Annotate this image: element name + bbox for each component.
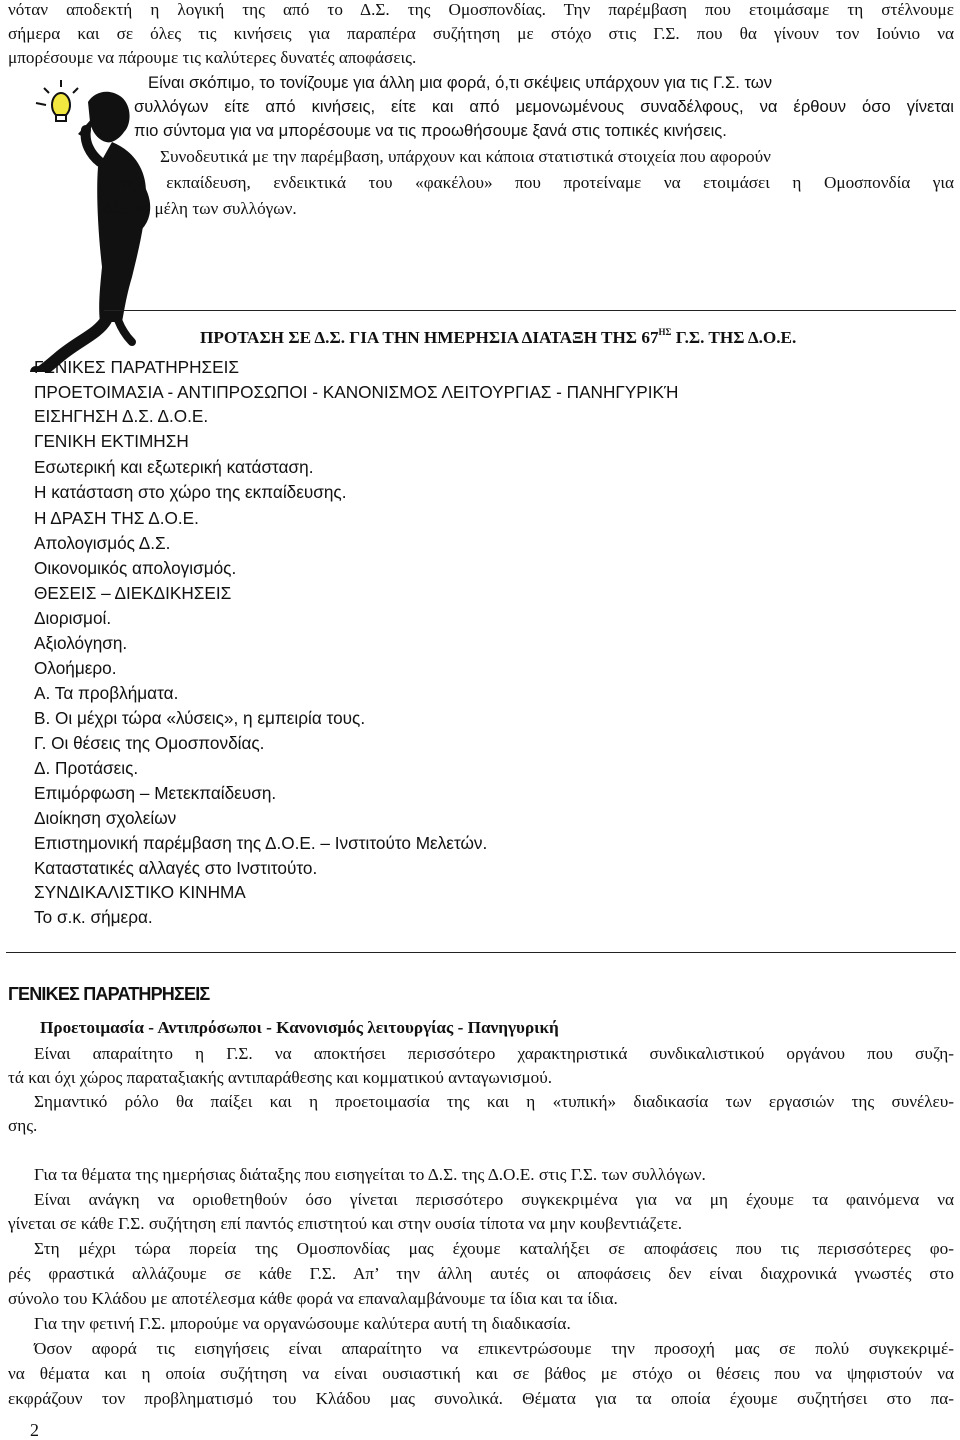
paragraph-line: Σημαντικό ρόλο θα παίξει και η προετοιμασία της και η «τυπική» διαδικασία των εργασιών της συνέλευ- — [34, 1092, 954, 1111]
paragraph-line: όλα τα μέλη των συλλόγων. — [104, 199, 297, 218]
list-item: Ολοήμερο. — [34, 658, 117, 678]
divider-line — [104, 310, 956, 311]
divider-line — [6, 952, 956, 953]
list-item: Γ. Οι θέσεις της Ομοσπονδίας. — [34, 733, 265, 753]
paragraph-line: σύνολο του Κλάδου με αποτέλεσμα κάθε φορά να επαναλαμβάνουμε τα ίδια και τα ίδια. — [8, 1289, 618, 1308]
section-subheading: Προετοιμασία - Αντιπρόσωποι - Κανονισμός λειτουργίας - Πανηγυρική — [40, 1018, 559, 1037]
list-item: Καταστατικές αλλαγές στο Ινστιτούτο. — [34, 858, 318, 878]
list-item: Η κατάσταση στο χώρο της εκπαίδευσης. — [34, 482, 347, 502]
paragraph-line: Όσον αφορά τις εισηγήσεις είναι απαραίτητο να επικεντρώσουμε την προσοχή μας σε πολύ συγκεκριμέ- — [34, 1339, 954, 1358]
list-item: ΓΕΝΙΚΕΣ ΠΑΡΑΤΗΡΗΣΕΙΣ — [34, 357, 239, 377]
paragraph-line: ρές φραστικά αλλάζουμε σε κάθε Γ.Σ. Απ’ την άλλη αυτές οι αποφάσεις δεν είναι διαχρονικά γνωστές στο — [8, 1264, 954, 1283]
list-item: Το σ.κ. σήμερα. — [34, 907, 153, 927]
list-item: Απολογισμός Δ.Σ. — [34, 533, 171, 553]
paragraph-line: Για τα θέματα της ημερήσιας διάταξης που εισηγείται το Δ.Σ. της Δ.Ο.Ε. στις Γ.Σ. των συλλόγων. — [34, 1165, 706, 1184]
section-heading: ΓΕΝΙΚΕΣ ΠΑΡΑΤΗΡΗΣΕΙΣ — [8, 984, 210, 1004]
paragraph-line: εκφράζουν τον προβληματισμό του Κλάδου μας συνολικά. Θέματα για τα οποία έχουμε συζητήσει στο πα- — [8, 1389, 954, 1408]
list-item: Διορισμοί. — [34, 608, 112, 628]
list-item: Διοίκηση σχολείων — [34, 808, 177, 828]
paragraph-line: νόταν αποδεκτή η λογική της από το Δ.Σ. της Ομοσπονδίας. Την παρέμβαση που ετοιμάσαμε τη στέλνουμε — [8, 0, 954, 19]
paragraph-line: Είναι ανάγκη να οριοθετηθούν όσο γίνεται περισσότερο συγκεκριμένα για να μη έχουμε τα φαινόμενα να — [34, 1190, 954, 1209]
paragraph-line: Συνοδευτικά με την παρέμβαση, υπάρχουν και κάποια στατιστικά στοιχεία που αφορούν — [160, 147, 771, 166]
paragraph-line: γίνεται σε κάθε Γ.Σ. συζήτηση επί παντός επιστητού και στην ουσία τίποτα να μην κουβεντιάζετε. — [8, 1214, 683, 1233]
cartoon-figure-illustration — [28, 72, 198, 372]
paragraph-line: τά και όχι χώρος παραταξιακής αντιπαράθεσης και κομματικού ανταγωνισμού. — [8, 1068, 553, 1087]
paragraph-line: συλλόγων είτε από κινήσεις, είτε και από μεμονωμένους συναδέλφους, να έρθουν όσο γίνεται — [134, 97, 954, 116]
proposal-heading — [200, 322, 796, 348]
list-item: ΘΕΣΕΙΣ – ΔΙΕΚΔΙΚΗΣΕΙΣ — [34, 583, 232, 603]
list-item: Εσωτερική και εξωτερική κατάσταση. — [34, 457, 314, 477]
list-item: ΓΕΝΙΚΗ ΕΚΤΙΜΗΣΗ — [34, 431, 189, 451]
paragraph-line: Είναι απαραίτητο η Γ.Σ. να αποκτήσει περισσότερο χαρακτηριστικά συνδικαλιστικού οργάνου που συζη- — [34, 1044, 954, 1063]
paragraph-line: Για την φετινή Γ.Σ. μπορούμε να οργανώσουμε καλύτερα αυτή τη διαδικασία. — [34, 1314, 571, 1333]
page-number: 2 — [30, 1420, 39, 1440]
proposal-heading-text-end: Γ.Σ. ΤΗΣ Δ.Ο.Ε. — [675, 328, 797, 347]
proposal-heading-suffix: ΗΣ — [658, 327, 672, 337]
list-item: ΕΙΣΗΓΗΣΗ Δ.Σ. Δ.Ο.Ε. — [34, 406, 209, 426]
paragraph-line: την εκπαίδευση, ενδεικτικά του «φακέλου» που προτείναμε να ετοιμάσει η Ομοσπονδία για — [120, 173, 954, 192]
list-item: Επιμόρφωση – Μετεκπαίδευση. — [34, 783, 277, 803]
list-item: Β. Οι μέχρι τώρα «λύσεις», η εμπειρία τους. — [34, 708, 366, 728]
list-item: ΣΥΝΔΙΚΑΛΙΣΤΙΚΟ ΚΙΝΗΜΑ — [34, 882, 246, 902]
list-item: Η ΔΡΑΣΗ ΤΗΣ Δ.Ο.Ε. — [34, 508, 199, 528]
list-item: Α. Τα προβλήματα. — [34, 683, 179, 703]
proposal-heading-text: ΠΡΟΤΑΣΗ ΣΕ Δ.Σ. ΓΙΑ ΤΗΝ ΗΜΕΡΗΣΙΑ ΔΙΑΤΑΞΗ ΤΗΣ 67 — [200, 328, 659, 347]
list-item: Επιστημονική παρέμβαση της Δ.Ο.Ε. – Ινστιτούτο Μελετών. — [34, 833, 488, 853]
paragraph-line: να θέματα και η οποία συζήτηση να είναι ουσιαστική και σε βάθος με στόχο οι θέσεις που να ψηφιστούν να — [8, 1364, 954, 1383]
paragraph-line: πιο σύντομα για να μπορέσουμε να τις προωθήσουμε ξανά στις τοπικές κινήσεις. — [134, 121, 727, 140]
list-item: Οικονομικός απολογισμός. — [34, 558, 237, 578]
paragraph-line: μπορέσουμε να πάρουμε τις καλύτερες δυνατές αποφάσεις. — [8, 48, 417, 67]
paragraph-line: σης. — [8, 1116, 38, 1135]
paragraph-line: Είναι σκόπιμο, το τονίζουμε για άλλη μια φορά, ό,τι σκέψεις υπάρχουν για τις Γ.Σ. των — [148, 73, 773, 92]
paragraph-line: σήμερα και σε όλες τις κινήσεις για παραπέρα συζήτηση με στόχο στις Γ.Σ. που θα γίνουν τον Ιούνιο να — [8, 24, 954, 43]
list-item: Δ. Προτάσεις. — [34, 758, 139, 778]
lightbulb-icon — [36, 80, 78, 121]
list-item: ΠΡΟΕΤΟΙΜΑΣΙΑ - ΑΝΤΙΠΡΟΣΩΠΟΙ - ΚΑΝΟΝΙΣΜΟΣ ΛΕΙΤΟΥΡΓΙΑΣ - ΠΑΝΗΓΥΡΙΚΉ — [34, 382, 679, 402]
list-item: Αξιολόγηση. — [34, 633, 128, 653]
paragraph-line: Στη μέχρι τώρα πορεία της Ομοσπονδίας μας έχουμε καταλήξει σε αποφάσεις που τις περισσότερες φο- — [34, 1239, 954, 1258]
